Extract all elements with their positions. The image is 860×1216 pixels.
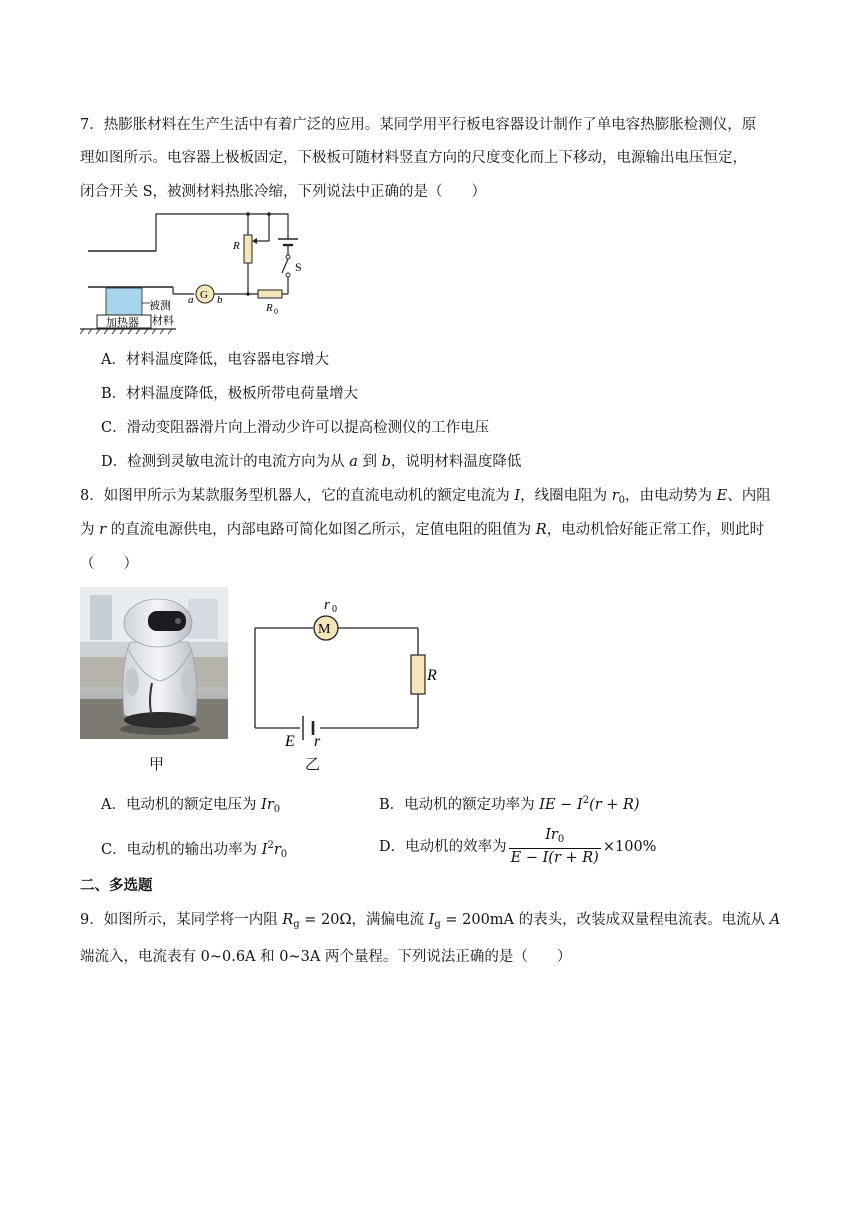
fig-label-yi: 乙 [305, 755, 321, 773]
q7-label-material-1: 被测 [149, 300, 171, 312]
q7-label-heater: 加热器 [106, 317, 139, 329]
q7-label-a: a [188, 294, 194, 306]
q7-label-S: S [295, 260, 302, 274]
q7-option-b: B．材料温度降低，极板所带电荷量增大 [101, 386, 359, 402]
q7-line-2: 理如图所示。电容器上极板固定，下极板可随材料竖直方向的尺度变化而上下移动，电源输出电压恒定， [80, 150, 747, 166]
q7-label-R0: R [266, 302, 273, 314]
q7-label-G: G [200, 289, 208, 301]
q8-line-3: （ ） [80, 556, 138, 572]
q8-label-M: M [318, 622, 331, 637]
q8-label-r0: r [324, 597, 330, 613]
robot-photo [80, 587, 228, 739]
q9-line-1: 9．如图所示，某同学将一内阻 $R_g = 20\Omega$，满偏电流 $I_g = 200mA$ 的表头，改装成双量程电流表。电流从 A [80, 912, 781, 930]
q7-label-R: R [233, 240, 240, 252]
q8-option-c: C．电动机的输出功率为 $I^2r_0$ [101, 840, 288, 860]
q7-circuit-figure [80, 205, 330, 335]
q7-line-3: 闭合开关 S，被测材料热胀冷缩，下列说法中正确的是（ ） [80, 184, 487, 200]
q7-line-1: 7．热膨胀材料在生产生活中有着广泛的应用。某同学用平行板电容器设计制作了单电容热膨胀检测仪，原 [80, 117, 757, 133]
svg-text:0: 0 [274, 307, 278, 316]
q8-circuit-figure [240, 592, 440, 762]
q7-option-a: A．材料温度降低，电容器电容增大 [101, 352, 329, 368]
svg-text:0: 0 [332, 604, 337, 615]
efficiency-fraction: $\frac{Ir_0}{E - I(r + R)}$ [510, 827, 599, 866]
q7-label-b: b [217, 294, 223, 306]
fig-label-jia: 甲 [149, 755, 165, 773]
q9-line-2: 端流入，电流表有 0~0.6A 和 0~3A 两个量程。下列说法正确的是（ ） [80, 949, 572, 965]
q8-label-r: r [314, 733, 321, 750]
q8-line-1: 8．如图甲所示为某款服务型机器人，它的直流电动机的额定电流为 I，线圈电阻为 $r_0$，由电动势为 E、内阻 [80, 488, 771, 506]
q8-line-2: 为 r 的直流电源供电，内部电路可简化如图乙所示，定值电阻的阻值为 R，电动机恰好能正常工作，则此时 [80, 522, 765, 538]
q8-label-E: E [285, 733, 295, 750]
q7-option-c: C．滑动变阻器滑片向上滑动少许可以提高检测仪的工作电压 [101, 420, 490, 436]
q7-option-d: D．检测到灵敏电流计的电流方向为从 a 到 b，说明材料温度降低 [101, 454, 522, 470]
q7-label-material-2: 材料 [152, 315, 174, 327]
section-heading-multi-choice: 二、多选题 [80, 877, 153, 894]
q8-option-d: D．电动机的效率为 $\frac{Ir_0}{E - I(r + R)}$ ×100% [379, 827, 657, 866]
q8-option-a: A．电动机的额定电压为 $Ir_0$ [101, 797, 281, 815]
q8-label-R: R [427, 667, 437, 684]
q8-option-b: B．电动机的额定功率为 IE − $I^2(r + R)$ [379, 795, 640, 813]
